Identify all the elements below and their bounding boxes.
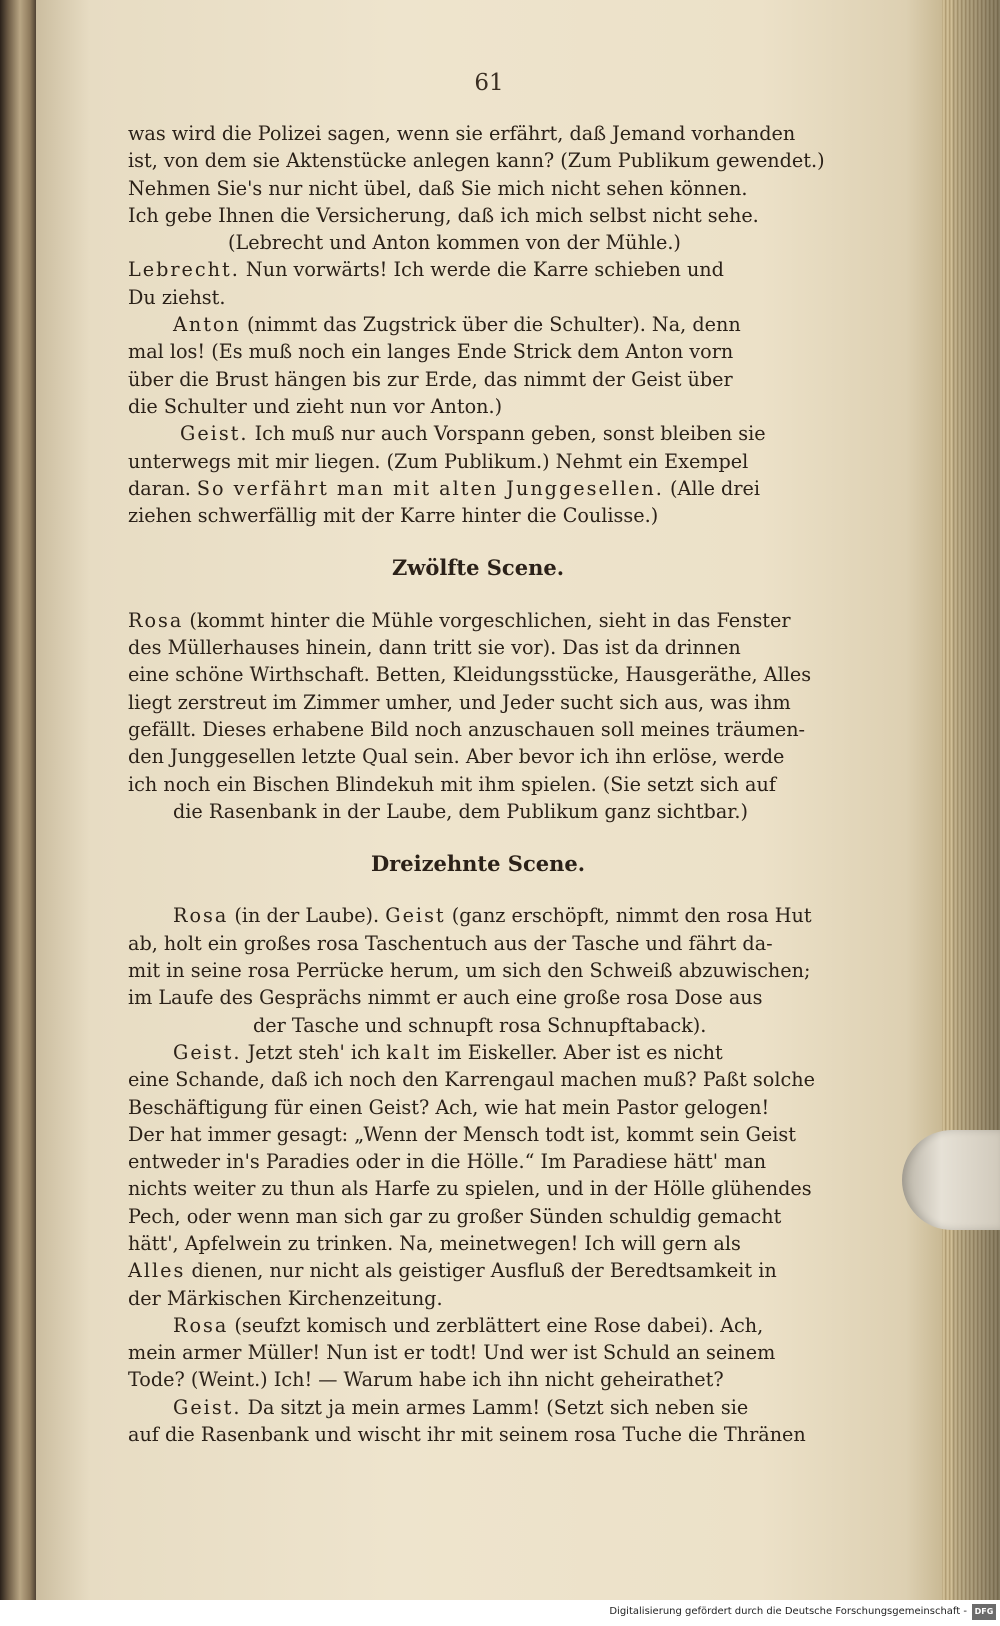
text-line: Pech, oder wenn man sich gar zu großer Sünden schuldig gemacht <box>128 1204 782 1228</box>
text-line <box>128 1257 828 1284</box>
text-line: unterwegs mit mir liegen. (Zum Publikum.) Nehmt ein Exempel <box>128 449 749 473</box>
text-line: mal los! (Es muß noch ein langes Ende Strick dem Anton vorn <box>128 340 734 364</box>
text-line: nichts weiter zu thun als Harfe zu spielen, und in der Hölle glühendes <box>128 1177 812 1201</box>
line-text: Ich muß nur auch Vorspann geben, sonst bleiben sie <box>248 422 766 446</box>
speaker-name: Geist <box>385 904 446 928</box>
text-line: Ich gebe Ihnen die Versicherung, daß ich mich selbst nicht sehe. <box>128 203 759 227</box>
text-line <box>128 607 828 634</box>
footer-credit: Digitalisierung gefördert durch die Deutsche Forschungsgemeinschaft - <box>609 1606 967 1617</box>
text-line: der Märkischen Kirchenzeitung. <box>128 1286 443 1310</box>
speaker-name: Anton <box>173 313 241 337</box>
text-line: Der hat immer gesagt: „Wenn der Mensch todt ist, kommt sein Geist <box>128 1122 796 1146</box>
text-line: Tode? (Weint.) Ich! — Warum habe ich ihn nicht geheirathet? <box>128 1368 724 1392</box>
text-line: entweder in's Paradies oder in die Hölle.“ Im Paradiese hätt' man <box>128 1150 767 1174</box>
stage-direction: (Lebrecht und Anton kommen von der Mühle.) <box>228 231 681 255</box>
line-text: (in der Laube). <box>228 904 386 928</box>
speaker-name: Rosa <box>128 608 184 632</box>
line-text: (nimmt das Zugstrick über die Schulter). Na, denn <box>240 313 741 337</box>
line-text: im Eiskeller. Aber ist es nicht <box>431 1040 723 1064</box>
page-stack-shadow <box>952 0 1000 1600</box>
emphasized-text: So verfährt man mit alten Junggesellen. <box>196 476 664 500</box>
text-line: mit in seine rosa Perrücke herum, um sich den Schweiß abzuwischen; <box>128 959 811 983</box>
line-text: (Alle drei <box>663 476 761 500</box>
speaker-name: Geist. <box>173 1395 242 1419</box>
text-line: den Junggesellen letzte Qual sein. Aber bevor ich ihn erlöse, werde <box>128 745 785 769</box>
book-spine-edge <box>0 0 38 1600</box>
text-line: Beschäftigung für einen Geist? Ach, wie hat mein Pastor gelogen! <box>128 1095 770 1119</box>
text-line: gefällt. Dieses erhabene Bild noch anzuschauen soll meines träumen- <box>128 717 806 741</box>
line-text: Nun vorwärts! Ich werde die Karre schieben und <box>239 258 724 282</box>
emphasized-text: kalt <box>386 1040 432 1064</box>
text-line <box>128 902 828 929</box>
scene-heading: Zwölfte Scene. <box>391 555 565 581</box>
text-line: eine Schande, daß ich noch den Karrengaul machen muß? Paßt solche <box>128 1068 815 1092</box>
speaker-name: Lebrecht. <box>128 258 240 282</box>
text-line: des Müllerhauses hinein, dann tritt sie vor). Das ist da drinnen <box>128 636 741 660</box>
line-text: Da sitzt ja mein armes Lamm! (Setzt sich neben sie <box>241 1395 749 1419</box>
text-line: auf die Rasenbank und wischt ihr mit seinem rosa Tuche die Thränen <box>128 1423 806 1447</box>
text-line: hätt', Apfelwein zu trinken. Na, meinetwegen! Ich will gern als <box>128 1231 741 1255</box>
text-line <box>128 475 828 502</box>
emphasized-text: Alles <box>128 1259 186 1283</box>
text-line <box>128 1039 828 1066</box>
text-line: ich noch ein Bischen Blindekuh mit ihm spielen. (Sie setzt sich auf <box>128 772 776 796</box>
line-text: Jetzt steh' ich <box>241 1040 387 1064</box>
text-line <box>128 311 828 338</box>
line-text: (seufzt komisch und zerblättert eine Rose dabei). Ach, <box>228 1313 764 1337</box>
text-line: was wird die Polizei sagen, wenn sie erfährt, daß Jemand vorhanden <box>128 122 796 145</box>
line-text: (ganz erschöpft, nimmt den rosa Hut <box>445 904 812 928</box>
scanner-thumb <box>902 1130 1000 1230</box>
text-line: ab, holt ein großes rosa Taschentuch aus der Tasche und fährt da- <box>128 931 773 955</box>
page-number: 61 <box>474 70 504 96</box>
text-line: im Laufe des Gesprächs nimmt er auch eine große rosa Dose aus <box>128 986 763 1010</box>
text-line: eine schöne Wirthschaft. Betten, Kleidungsstücke, Hausgeräthe, Alles <box>128 663 812 687</box>
scene-heading: Dreizehnte Scene. <box>370 851 586 877</box>
speaker-name: Geist. <box>173 1040 242 1064</box>
line-text: (kommt hinter die Mühle vorgeschlichen, sieht in das Fenster <box>183 608 791 632</box>
line-text: dienen, nur nicht als geistiger Ausfluß der Beredtsamkeit in <box>185 1259 777 1283</box>
text-line: mein armer Müller! Nun ist er todt! Und wer ist Schuld an seinem <box>128 1341 776 1365</box>
text-line <box>128 420 828 447</box>
speaker-name: Rosa <box>173 904 229 928</box>
text-line: der Tasche und schnupft rosa Schnupftaback). <box>253 1013 707 1037</box>
text-line <box>128 1312 828 1339</box>
text-line: ist, von dem sie Aktenstücke anlegen kann? (Zum Publikum gewendet.) <box>128 149 825 173</box>
line-text: daran. <box>128 476 197 500</box>
text-line: Du ziehst. <box>128 285 226 309</box>
digitization-footer <box>0 1600 1000 1626</box>
text-line <box>128 256 828 283</box>
speaker-name: Rosa <box>173 1313 229 1337</box>
text-line: über die Brust hängen bis zur Erde, das nimmt der Geist über <box>128 367 733 391</box>
text-line: die Schulter und zieht nun vor Anton.) <box>128 394 503 418</box>
speaker-name: Geist. <box>180 422 249 446</box>
text-line: Nehmen Sie's nur nicht übel, daß Sie mich nicht sehen können. <box>128 176 748 200</box>
text-line <box>128 1394 828 1421</box>
dfg-logo-icon: DFG <box>972 1604 996 1620</box>
page-text <box>128 120 828 1448</box>
text-line: ziehen schwerfällig mit der Karre hinter die Coulisse.) <box>128 504 659 528</box>
text-line: liegt zerstreut im Zimmer umher, und Jeder sucht sich aus, was ihm <box>128 690 791 714</box>
text-line: die Rasenbank in der Laube, dem Publikum ganz sichtbar.) <box>173 799 748 823</box>
